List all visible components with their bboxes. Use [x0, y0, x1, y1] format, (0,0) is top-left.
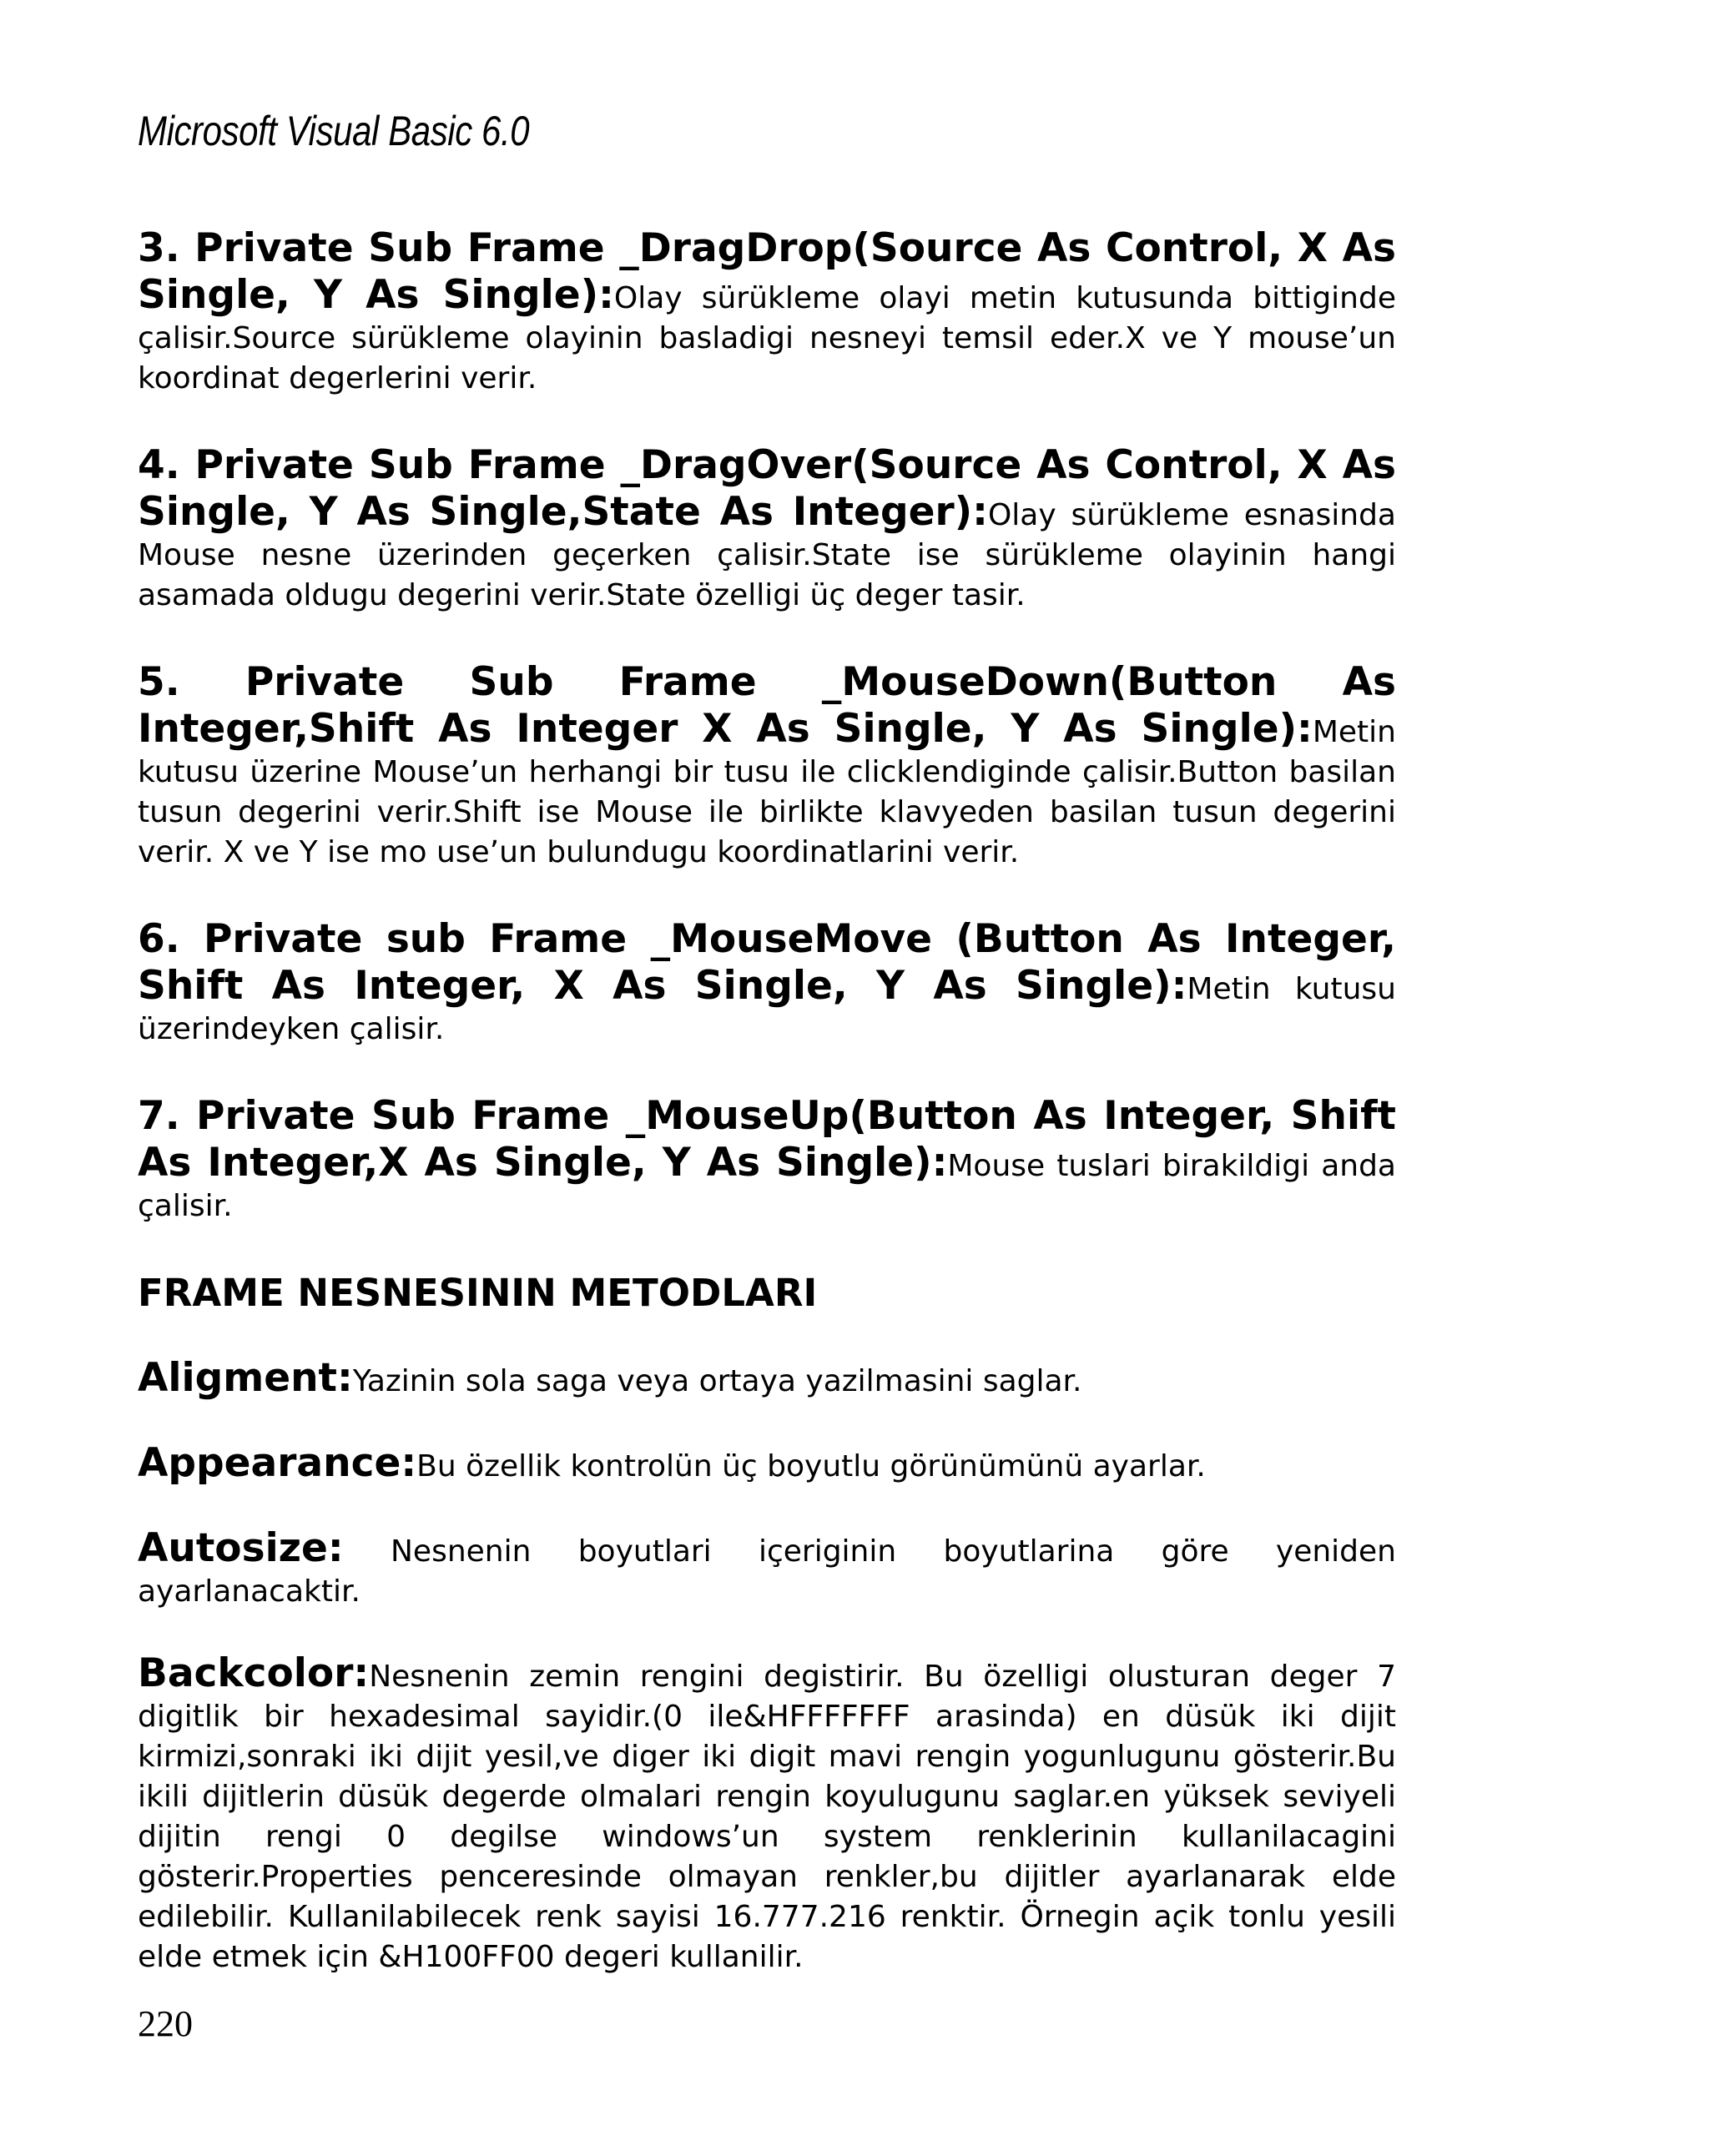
method-description: Nesnenin boyutlari içeriginin boyutlarina göre yeniden ayarlanacaktir.: [138, 1534, 1396, 1609]
method-description: Bu özellik kontrolün üç boyutlu görünümünü ayarlar.: [416, 1449, 1206, 1484]
method-entry-appearance: [138, 1440, 1396, 1487]
spacer: [138, 1317, 1396, 1355]
method-entry-aligment: [138, 1355, 1396, 1402]
spacer: [138, 1050, 1396, 1093]
spacer: [138, 1612, 1396, 1650]
event-entry-dragover: [138, 442, 1396, 616]
event-signature: 4. Private Sub Frame _DragOver(Source As Control, X As Single, Y As Single,State As Integer):: [138, 442, 1396, 535]
page-number: 220: [138, 2003, 193, 2044]
running-header: Microsoft Visual Basic 6.0: [138, 108, 530, 154]
spacer: [138, 399, 1396, 442]
event-signature: 7. Private Sub Frame _MouseUp(Button As Integer, Shift As Integer,X As Single, Y As Single):: [138, 1093, 1396, 1186]
event-description: Olay sürükleme olayi metin kutusunda bittiginde çalisir.Source sürükleme olayinin basladigi nesneyi temsil eder.X ve Y mouse’un koordinat degerlerini verir.: [138, 281, 1396, 395]
event-signature: 5. Private Sub Frame _MouseDown(Button As Integer,Shift As Integer X As Single, Y As Single):: [138, 659, 1396, 752]
spacer: [138, 616, 1396, 659]
event-description: Mouse tuslari birakildigi anda çalisir.: [138, 1149, 1396, 1223]
section-heading: FRAME NESNESININ METODLARI: [138, 1271, 818, 1315]
spacer: [138, 1402, 1396, 1440]
page-body: [138, 225, 1396, 1977]
method-term: Aligment:: [138, 1355, 353, 1401]
event-description: Metin kutusu üzerine Mouse’un herhangi bir tusu ile clicklendiginde çalisir.Button basilan tusun degerini verir.Shift ise Mouse ile birlikte klavyeden basilan tusun degerini verir. X ve Y ise mo use’un bulundugu koordinatlarini verir.: [138, 715, 1396, 869]
event-entry-dragdrop: [138, 225, 1396, 399]
event-description: Metin kutusu üzerindeyken çalisir.: [138, 972, 1396, 1046]
method-description: Yazinin sola saga veya ortaya yazilmasini saglar.: [352, 1364, 1082, 1398]
event-signature: 3. Private Sub Frame _DragDrop(Source As Control, X As Single, Y As Single):: [138, 225, 1396, 318]
event-description: Olay sürükleme esnasinda Mouse nesne üzerinden geçerken çalisir.State ise sürükleme olayinin hangi asamada oldugu degerini verir.State özelligi üç deger tasir.: [138, 498, 1396, 612]
spacer: [138, 1487, 1396, 1525]
event-entry-mousemove: [138, 916, 1396, 1050]
method-description: Nesnenin zemin rengini degistirir. Bu özelligi olusturan deger 7 digitlik bir hexadesimal sayidir.(0 ile&HFFFFFFF arasinda) en düsük iki dijit kirmizi,sonraki iki dijit yesil,ve diger iki digit mavi rengin yogunlugunu gösterir.Bu ikili dijitlerin düsük degerde olmalari rengin koyulugunu saglar.en yüksek seviyeli dijitin rengi 0 degilse windows’un system renklerinin kullanilacagini gösterir.Properties penceresinde olmayan renkler,bu dijitler ayarlanarak elde edilebilir. Kullanilabilecek renk sayisi 16.777.216 renktir. Örnegin açik tonlu yesili elde etmek için &H100FF00 degeri kullanilir.: [138, 1660, 1396, 1974]
method-entry-backcolor: [138, 1650, 1396, 1977]
event-signature: 6. Private sub Frame _MouseMove (Button As Integer, Shift As Integer, X As Single, Y As Single):: [138, 916, 1396, 1009]
method-term: Autosize:: [138, 1525, 344, 1571]
event-entry-mousedown: [138, 659, 1396, 873]
method-term: Backcolor:: [138, 1650, 370, 1696]
method-term: Appearance:: [138, 1440, 417, 1486]
method-entry-autosize: [138, 1525, 1396, 1612]
spacer: [138, 873, 1396, 916]
event-entry-mouseup: [138, 1093, 1396, 1227]
spacer: [138, 1227, 1396, 1270]
